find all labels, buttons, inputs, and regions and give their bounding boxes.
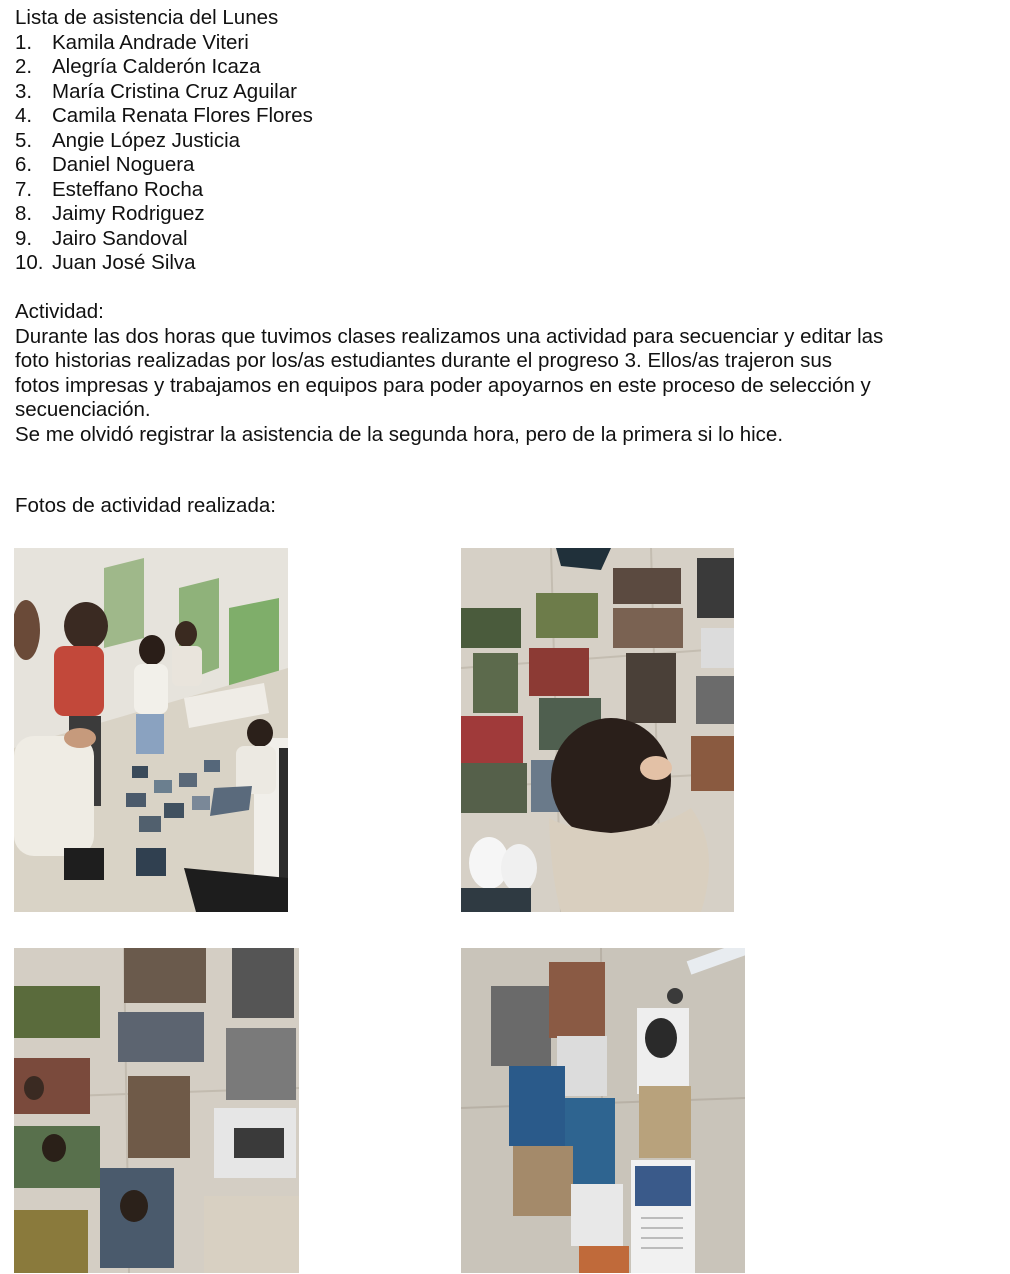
list-item-number: 8. <box>15 202 33 225</box>
list-item <box>15 227 995 252</box>
list-item-number: 10. <box>15 251 44 274</box>
list-item-name: Jairo Sandoval <box>52 226 188 250</box>
list-item-number: 6. <box>15 153 33 176</box>
list-item-name: Daniel Noguera <box>52 153 195 176</box>
list-item <box>15 178 995 203</box>
list-item-number: 5. <box>15 128 33 152</box>
list-item-number: 1. <box>15 30 33 54</box>
classroom-activity-photo <box>14 548 288 912</box>
list-item-name: Kamila Andrade Viteri <box>52 30 249 54</box>
list-item-name: Juan José Silva <box>52 251 196 274</box>
sequencing-photo-floor <box>461 548 734 912</box>
classroom-photo-graphic <box>14 548 288 912</box>
activity-line: Se me olvidó registrar la asistencia de la segunda hora, pero de la primera si lo hice. <box>15 422 784 446</box>
list-item-number: 3. <box>15 79 33 103</box>
list-item-name: Angie López Justicia <box>52 128 241 152</box>
list-item-number: 4. <box>15 104 33 127</box>
list-item-name: Camila Renata Flores Flores <box>52 104 313 127</box>
list-item <box>15 55 995 80</box>
activity-line: fotos impresas y trabajamos en equipos para poder apoyarnos en este proceso de selección y <box>15 373 871 397</box>
floor-sequencing-graphic <box>461 548 734 912</box>
photos-heading: Fotos de actividad realizada: <box>15 494 276 517</box>
list-item-name: Esteffano Rocha <box>52 177 204 201</box>
document-body <box>15 6 995 447</box>
list-item-number: 7. <box>15 177 33 201</box>
list-item <box>15 202 995 227</box>
activity-line: secuenciación. <box>15 398 151 421</box>
list-item <box>15 31 995 56</box>
list-item <box>15 251 995 276</box>
list-item-number: 9. <box>15 226 33 250</box>
photo-layout-graphic-1 <box>14 948 299 1273</box>
attendance-title: Lista de asistencia del Lunes <box>15 6 279 29</box>
activity-line: foto historias realizadas por los/as estudiantes durante el progreso 3. Ellos/as trajeron sus <box>15 349 833 372</box>
attendance-list <box>15 31 995 276</box>
printed-photos-layout-1 <box>14 948 299 1273</box>
activity-line: Durante las dos horas que tuvimos clases realizamos una actividad para secuenciar y editar las <box>15 324 884 348</box>
activity-heading: Actividad: <box>15 300 104 323</box>
printed-photos-layout-2 <box>461 948 745 1273</box>
list-item-name: Jaimy Rodriguez <box>52 202 205 225</box>
list-item <box>15 104 995 129</box>
list-item-number: 2. <box>15 55 33 78</box>
list-item-name: Alegría Calderón Icaza <box>52 55 261 78</box>
paragraph-spacer <box>15 276 995 301</box>
list-item <box>15 80 995 105</box>
photo-layout-graphic-2 <box>461 948 745 1273</box>
list-item <box>15 153 995 178</box>
list-item-name: María Cristina Cruz Aguilar <box>52 79 297 103</box>
list-item <box>15 129 995 154</box>
